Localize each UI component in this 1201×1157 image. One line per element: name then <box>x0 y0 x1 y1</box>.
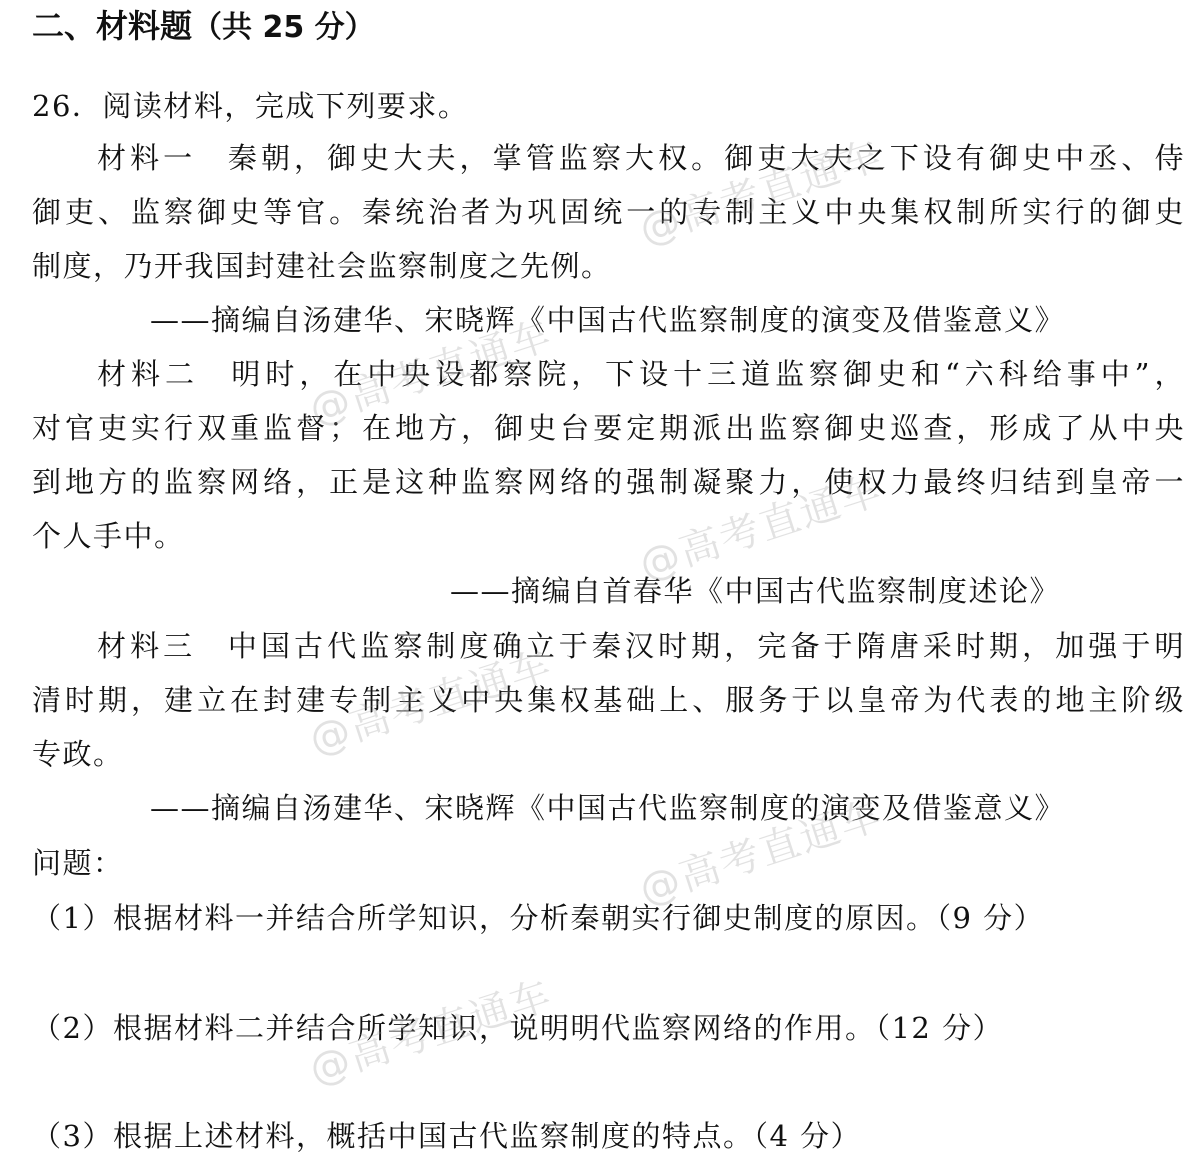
material1-line-1 <box>97 140 1185 176</box>
watermark: @高考直通车 <box>633 132 888 254</box>
material2-text-1: 明时，在中央设都察院，下设十三道监察御史和“六科给事中”， <box>227 357 1185 391</box>
watermark: @高考直通车 <box>303 312 558 434</box>
material3-line-1 <box>97 628 1185 664</box>
section-title-text: 二、材料题 <box>32 7 193 45</box>
sub-question-3: （3）根据上述材料，概括中国古代监察制度的特点。（4 分） <box>32 1119 862 1153</box>
material1-label: 材料一 <box>97 141 197 175</box>
material1-line-3: 制度，乃开我国封建社会监察制度之先例。 <box>32 249 612 283</box>
question-header <box>32 88 468 124</box>
watermark: @高考直通车 <box>303 642 558 764</box>
material1-text-1: 秦朝，御史大夫，掌管监察大权。御吏大夫之下设有御史中丞、侍 <box>225 141 1185 175</box>
watermark: @高考直通车 <box>633 792 888 914</box>
material3-label: 材料三 <box>97 629 197 663</box>
material3-line-3: 专政。 <box>32 737 124 771</box>
section-score: （共 25 分） <box>192 10 375 45</box>
material2-line-2: 对官吏实行双重监督；在地方，御史台要定期派出监察御史巡查，形成了从中央 <box>32 411 1185 445</box>
material3-text-1: 中国古代监察制度确立于秦汉时期，完备于隋唐采时期，加强于明 <box>225 629 1185 663</box>
material1-source: ——摘编自汤建华、宋晓辉《中国古代监察制度的演变及借鉴意义》 <box>150 303 1066 337</box>
sub-question-1: （1）根据材料一并结合所学知识，分析秦朝实行御史制度的原因。（9 分） <box>32 901 1045 935</box>
material3-line-2: 清时期，建立在封建专制主义中央集权基础上、服务于以皇帝为代表的地主阶级 <box>32 683 1185 717</box>
material2-label: 材料二 <box>97 357 199 391</box>
section-title <box>32 4 375 50</box>
sub-question-2: （2）根据材料二并结合所学知识，说明明代监察网络的作用。（12 分） <box>32 1011 1004 1045</box>
material2-line-1 <box>97 356 1185 392</box>
question-prompt: 阅读材料，完成下列要求。 <box>102 89 469 123</box>
question-number: 26． <box>32 89 103 123</box>
material3-source: ——摘编自汤建华、宋晓辉《中国古代监察制度的演变及借鉴意义》 <box>150 791 1066 825</box>
watermark: @高考直通车 <box>303 972 558 1094</box>
material2-source: ——摘编自首春华《中国古代监察制度述论》 <box>450 574 1061 608</box>
material2-line-4: 个人手中。 <box>32 519 185 553</box>
material1-line-2: 御吏、监察御史等官。秦统治者为巩固统一的专制主义中央集权制所实行的御史 <box>32 195 1185 229</box>
watermark: @高考直通车 <box>633 467 888 589</box>
material2-line-3: 到地方的监察网络，正是这种监察网络的强制凝聚力，使权力最终归结到皇帝一 <box>32 465 1185 499</box>
questions-label: 问题： <box>32 846 124 880</box>
